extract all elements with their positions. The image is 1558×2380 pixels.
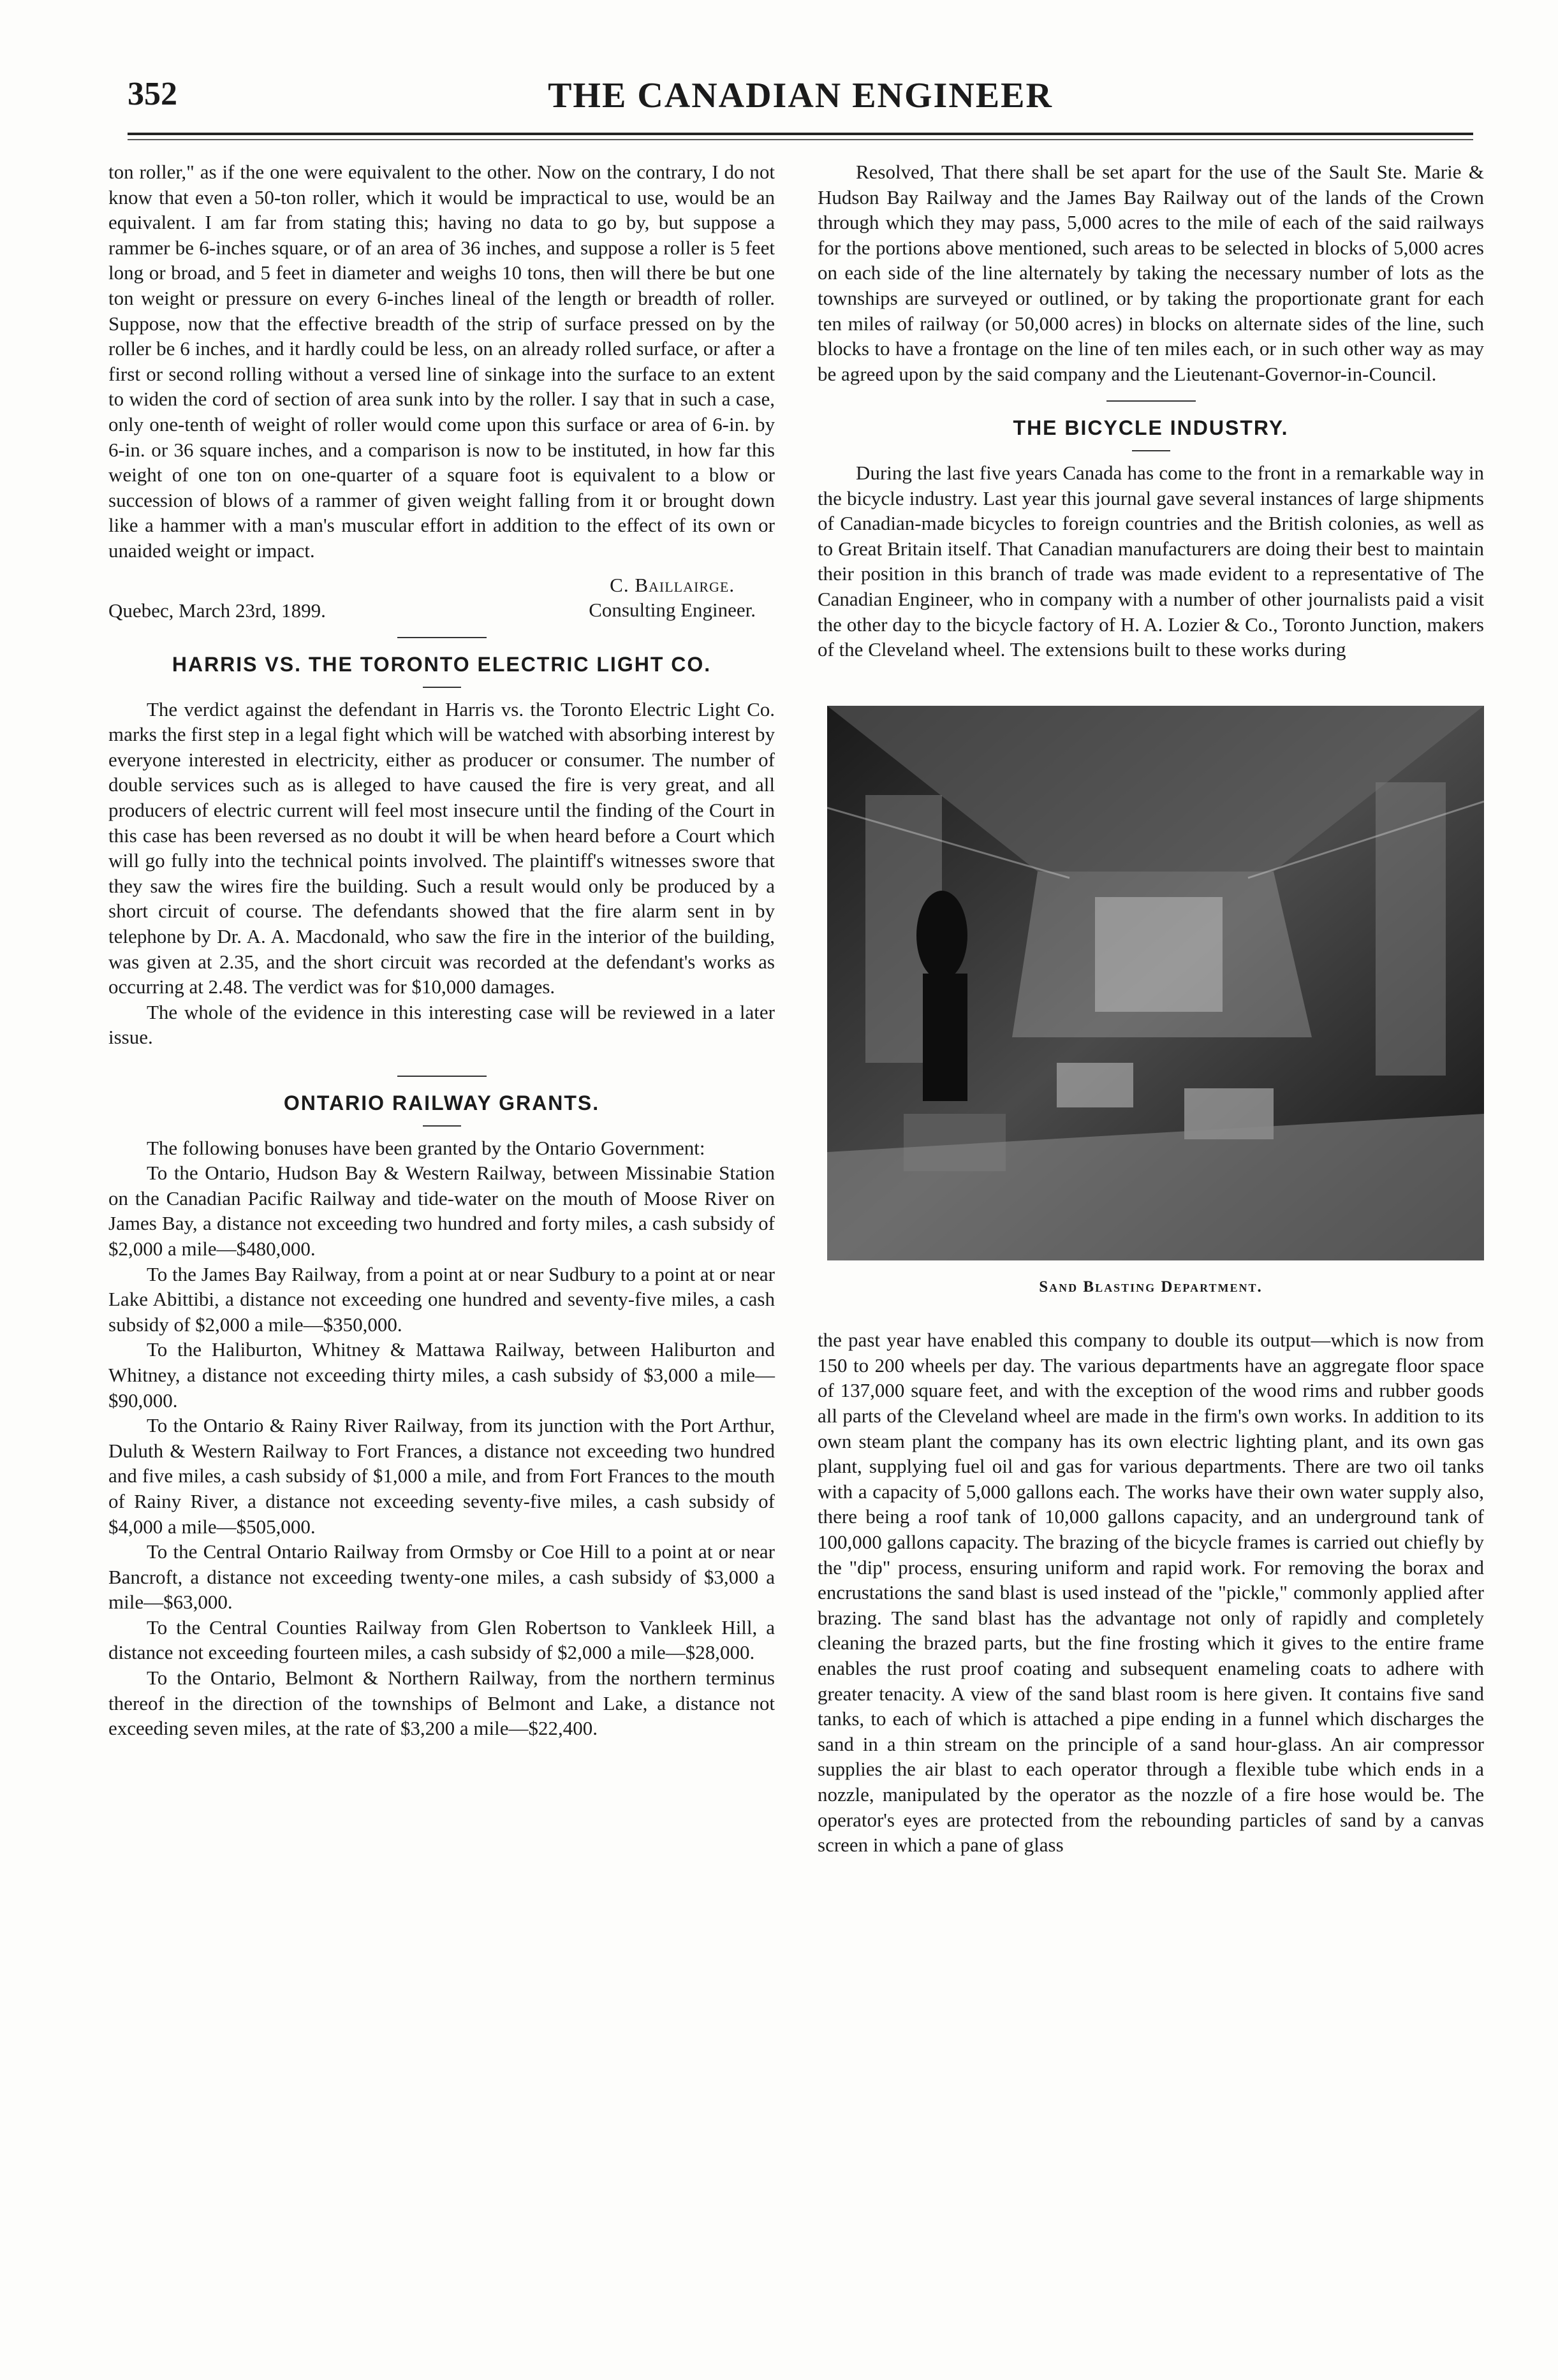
section-divider bbox=[397, 637, 487, 638]
harris-paragraph: The verdict against the defendant in Harris vs. the Toronto Electric Light Co. marks the first step in a legal fight which will be watched with absorbing interest by everyone interested in electricity, either as producer or consumer. The number of double services such as is alleged to have caused the fire is very great, and all producers of electric current will feel most insecure until the finding of the Court in this case has been reversed as no doubt it will be when heard before a Court which will go fully into the technical points involved. The plaintiff's witnesses swore that they saw the wires fire the building. Such a result would only be produced by a short circuit of course. The defendants showed that the fire alarm sent in by telephone by Dr. A. A. Macdonald, who saw the fire in the interior of the building, was given at 2.35, and the short circuit was recorded at the defendant's works as occurring at 2.48. The verdict was for $10,000 damages. bbox=[108, 697, 775, 998]
signature-name: C. Baillairge. bbox=[610, 573, 735, 596]
signature-right bbox=[589, 573, 756, 623]
section-divider bbox=[1106, 400, 1196, 402]
workshop-scene-image bbox=[827, 706, 1484, 1260]
ontario-paragraph: To the Ontario & Rainy River Railway, from its junction with the Port Arthur, Duluth & Western Railway to Fort Frances, a distance not exceeding two hundred and five miles, a cash subsidy of $1,000 a mile, and from Fort Frances to the mouth of Rainy River, a distance not exceeding seventy-five miles, a cash subsidy of $4,000 a mile—$505,000. bbox=[108, 1414, 775, 1538]
page-header bbox=[128, 75, 1473, 126]
bicycle-paragraph: the past year have enabled this company to double its output—which is now from 150 to 200 wheels per day. The various departments have an aggregate floor space of 137,000 square feet, and with the exception of the wood rims and rubber goods all parts of the Cleveland wheel are made in the firm's own works. In addition to its own steam plant the company has its own electric lighting plant, and its own gas plant, supplying fuel oil and gas for various departments. There are two oil tanks with a capacity of 5,000 gallons each. The works have their own water supply also, there being a roof tank of 10,000 gallons capacity, and an underground tank of 100,000 gallons capacity. The brazing of the bicycle frames is carried out chiefly by the "dip" process, ensuring uniform and rapid work. For removing the borax and encrustations the sand blast is used instead of the "pickle," commonly applied after brazing. The sand blast has the advantage not only of rapidly and completely cleaning the brazed parts, but the fine frosting which it gives to the entire frame enables the rust proof coating and subsequent enameling coats to adhere with greater tenacity. A view of the sand blast room is here given. It contains five sand tanks, to each of which is attached a pipe ending in a funnel which discharges the sand in a thin stream on the principle of a sand hour-glass. An air compressor supplies the air blast to each operator through a flexible tube which ends in a nozzle, manipulated by the operator as the nozzle of a fire hose would be. The operator's eyes are protected from the rebounding particles of sand by a canvas screen in which a pane of glass bbox=[818, 1329, 1484, 1857]
bicycle-paragraph: During the last five years Canada has come to the front in a remarkable way in the bicycle industry. Last year this journal gave several instances of large shipments of Canadian-made bicycles to foreign countries and the British colonies, as well as to Great Britain itself. That Canadian manufacturers are doing their best to maintain their position in this branch of trade was made evident to a representative of The Canadian Engineer, who in company with a number of other journalists paid a visit the other day to the bicycle factory of H. A. Lozier & Co., Toronto Junction, makers of the Cleveland wheel. The extensions built to these works during bbox=[818, 461, 1484, 661]
page-number: 352 bbox=[128, 76, 177, 112]
harris-heading: HARRIS VS. THE TORONTO ELECTRIC LIGHT CO. bbox=[172, 653, 712, 676]
header-rule bbox=[128, 133, 1473, 140]
heading-rule bbox=[423, 687, 461, 688]
heading-rule bbox=[1132, 450, 1170, 451]
rammer-letter-text: ton roller," as if the one were equivalent to the other. Now on the contrary, I do not know that even a 50-ton roller, which it would be impractical to use, would be an equivalent. I am far from stating this; having no data to go by, but suppose a rammer be 6-inches square, or of an area of 36 inches, and suppose a roller is 5 feet long or broad, and 5 feet in diameter and weighs 10 tons, then will there be but one ton weight or pressure on every 6-inches lineal of the length or breadth of roller. Suppose, now that the effective breadth of the strip of surface pressed on by the roller be 6 inches, and it hardly could be less, on an already rolled surface, or after a first or second rolling without a versed line of sinkage into the surface to an extent to widen the cord of section of area sunk into by the roller. I say that in such a case, only one-tenth of weight of roller would come upon this surface or area of 6-in. by 6-in. or 36 square inches, and a comparison is now to be instituted, in how far this weight of one ton on one-quarter of a square foot is equivalent to a blow or succession of blows of a rammer of given weight falling from it or brought down like a hammer with a man's muscular effort in addition to the effect of its own or unaided weight or impact. bbox=[108, 161, 775, 562]
right-column bbox=[818, 159, 1484, 1858]
signature-place-date: Quebec, March 23rd, 1899. bbox=[108, 599, 326, 622]
left-column bbox=[108, 159, 775, 1741]
ontario-paragraph: To the Ontario, Belmont & Northern Railway, from the northern terminus thereof in the direction of the townships of Belmont and Lake, a distance not exceeding seven miles, at the rate of $3,200 a mile—$22,400. bbox=[108, 1667, 775, 1740]
signature-block bbox=[108, 573, 775, 624]
harris-paragraph: The whole of the evidence in this interesting case will be reviewed in a later issue. bbox=[108, 1000, 775, 1049]
ontario-paragraph: To the Central Counties Railway from Glen Robertson to Vankleek Hill, a distance not exceeding fourteen miles, a cash subsidy of $2,000 a mile—$28,000. bbox=[108, 1616, 775, 1664]
ontario-heading: ONTARIO RAILWAY GRANTS. bbox=[283, 1091, 600, 1114]
journal-title: THE CANADIAN ENGINEER bbox=[548, 76, 1053, 115]
heading-rule bbox=[423, 1125, 461, 1127]
signature-title: Consulting Engineer. bbox=[589, 599, 756, 622]
ontario-paragraph: To the James Bay Railway, from a point at or near Sudbury to a point at or near Lake Abittibi, a distance not exceeding one hundred and seventy-five miles, a cash subsidy of $2,000 a mile—$350,000. bbox=[108, 1262, 775, 1336]
ontario-paragraph: To the Central Ontario Railway from Ormsby or Coe Hill to a point at or near Bancroft, a distance not exceeding twenty-one miles, a cash subsidy of $3,000 a mile—$63,000. bbox=[108, 1540, 775, 1614]
resolved-paragraph: Resolved, That there shall be set apart for the use of the Sault Ste. Marie & Hudson Bay Railway and the James Bay Railway out of the lands of the Crown through which they may pass, 5,000 acres to the mile of each of the said railways for the portions above mentioned, such areas to be selected in blocks of 5,000 acres on each side of the line alternately by taking the necessary number of lots as the townships are surveyed or outlined, or by taking the proportionate grant for each ten miles of railway (or 50,000 acres) in blocks on alternate sides of the line, such blocks to have a frontage on the line of ten miles each, or in such other way as may be agreed upon by the said company and the Lieutenant-Governor-in-Council. bbox=[818, 161, 1484, 385]
bicycle-heading: THE BICYCLE INDUSTRY. bbox=[1013, 416, 1289, 440]
ontario-paragraph: To the Haliburton, Whitney & Mattawa Railway, between Haliburton and Whitney, a distance not exceeding thirty miles, a cash subsidy of $3,000 a mile—$90,000. bbox=[108, 1338, 775, 1412]
sand-blasting-photo bbox=[827, 706, 1484, 1260]
ontario-paragraph: The following bonuses have been granted by the Ontario Government: bbox=[147, 1136, 705, 1159]
section-divider bbox=[397, 1076, 487, 1077]
ontario-paragraph: To the Ontario, Hudson Bay & Western Railway, between Missinabie Station on the Canadian Pacific Railway and tide-water on the mouth of Moose River on James Bay, a distance not exceeding two hundred and forty miles, a cash subsidy of $2,000 a mile—$480,000. bbox=[108, 1162, 775, 1260]
photo-caption: Sand Blasting Department. bbox=[1039, 1278, 1263, 1296]
